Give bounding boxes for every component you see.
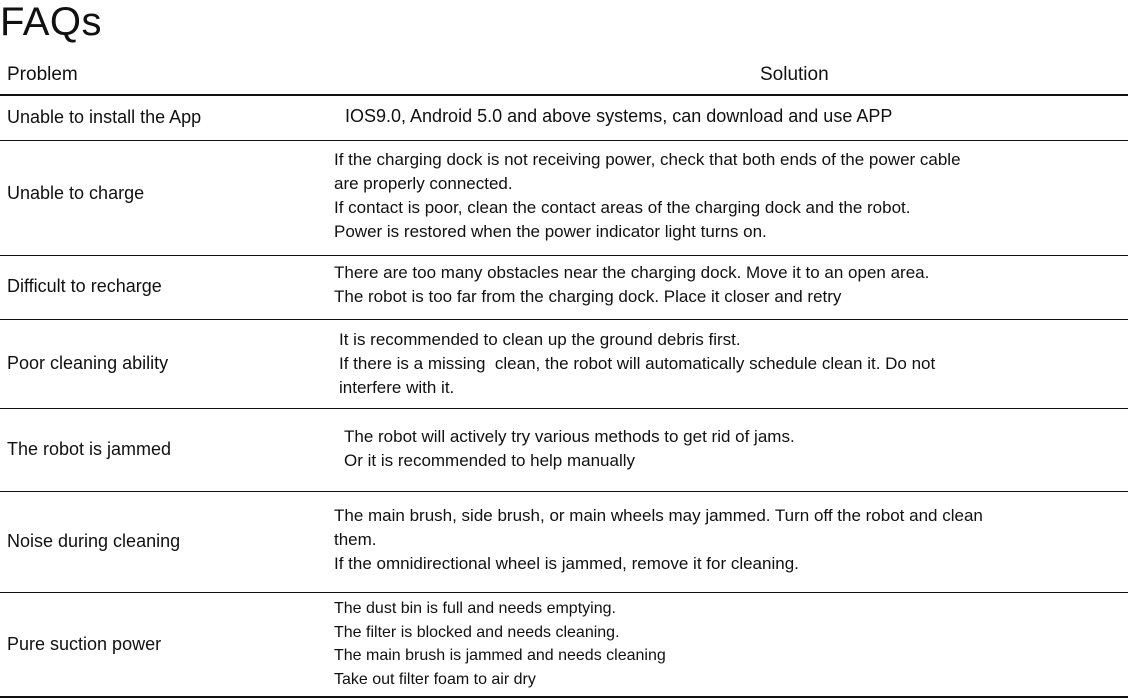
solution-line: If the charging dock is not receiving power, check that both ends of the power cable: [334, 150, 961, 169]
row-solution: [339, 328, 935, 400]
header-problem: Problem: [7, 64, 78, 85]
solution-line: The dust bin is full and needs emptying.: [334, 600, 616, 617]
row-solution: [334, 148, 961, 244]
solution-line: If contact is poor, clean the contact areas of the charging dock and the robot.: [334, 198, 911, 217]
solution-line: them.: [334, 530, 377, 549]
solution-line: It is recommended to clean up the ground debris first.: [339, 330, 741, 349]
table-row: [0, 96, 1128, 140]
row-solution: [334, 261, 929, 309]
row-solution: [334, 597, 666, 691]
table-row: [0, 320, 1128, 408]
solution-line: Power is restored when the power indicator light turns on.: [334, 222, 767, 241]
table-header: [0, 60, 1128, 94]
row-problem: The robot is jammed: [7, 439, 172, 459]
row-problem: Pure suction power: [7, 634, 162, 654]
solution-line: Take out filter foam to air dry: [334, 670, 536, 688]
table-row: [0, 409, 1128, 491]
row-problem: Unable to install the App: [7, 107, 202, 127]
table-bottom-border: [0, 696, 1128, 698]
solution-line: The robot will actively try various methods to get rid of jams.: [344, 427, 795, 446]
solution-line: If there is a missing clean, the robot will automatically schedule clean it. Do not: [339, 354, 936, 373]
table-row: [0, 256, 1128, 319]
solution-line: interfere with it.: [339, 378, 455, 397]
table-row: [0, 492, 1128, 592]
table-row: [0, 141, 1128, 255]
solution-line: are properly connected.: [334, 174, 513, 193]
row-solution: [345, 104, 892, 128]
solution-line: The filter is blocked and needs cleaning.: [334, 623, 620, 641]
solution-line: The main brush is jammed and needs cleaning: [334, 647, 666, 664]
solution-line: There are too many obstacles near the charging dock. Move it to an open area.: [334, 263, 930, 282]
solution-line: The robot is too far from the charging dock. Place it closer and retry: [334, 287, 842, 306]
solution-line: The main brush, side brush, or main wheels may jammed. Turn off the robot and clean: [334, 506, 983, 525]
header-solution: Solution: [760, 64, 829, 85]
row-problem: Difficult to recharge: [7, 276, 162, 296]
page-title: FAQs: [0, 0, 103, 44]
row-problem: Noise during cleaning: [7, 531, 181, 551]
solution-line: IOS9.0, Android 5.0 and above systems, can download and use APP: [345, 106, 893, 126]
row-solution: [334, 504, 983, 576]
table-row: [0, 593, 1128, 696]
row-problem: Poor cleaning ability: [7, 353, 169, 373]
solution-line: Or it is recommended to help manually: [344, 451, 636, 470]
solution-line: If the omnidirectional wheel is jammed, remove it for cleaning.: [334, 554, 799, 573]
row-problem: Unable to charge: [7, 183, 145, 203]
row-solution: [344, 425, 795, 473]
